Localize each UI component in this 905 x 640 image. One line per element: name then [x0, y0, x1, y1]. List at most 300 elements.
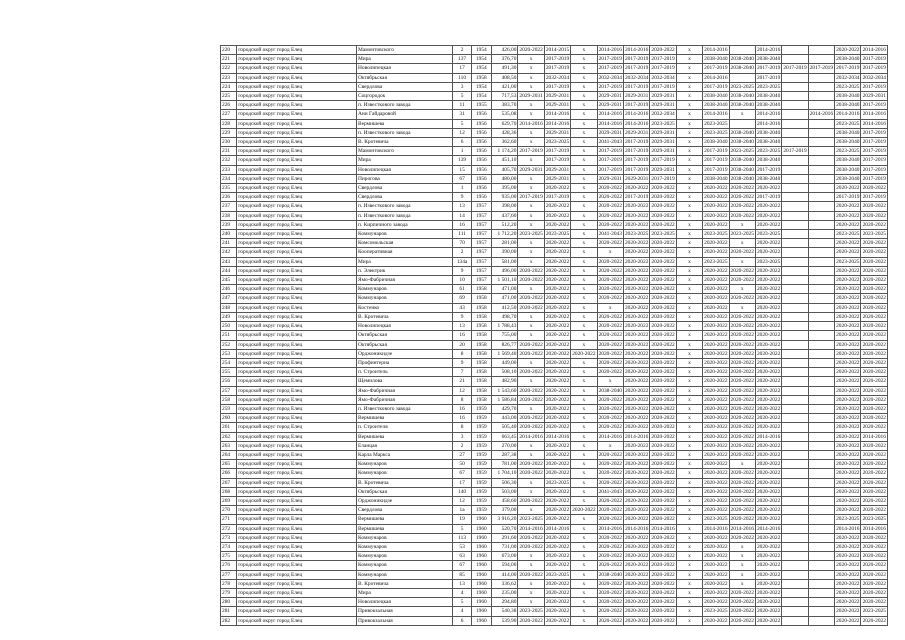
build-year-cell: 1956 — [471, 119, 491, 128]
schedule-cell: х — [676, 276, 702, 285]
schedule-cell: х — [676, 211, 702, 220]
row-number-cell: 226 — [221, 101, 237, 110]
schedule-cell: х — [729, 257, 755, 266]
schedule-cell — [808, 570, 834, 579]
schedule-cell: 2017-2019 — [624, 139, 649, 146]
schedule-cell: 2020-2022 — [651, 203, 675, 210]
schedule-cell: 2029-2031 — [624, 129, 649, 136]
schedule-cell: 2020-2022 — [756, 221, 781, 228]
schedule-cell — [808, 239, 834, 248]
schedule-cell: 2020-2022 — [704, 185, 728, 192]
schedule-cell: 2020-2022 — [862, 212, 886, 219]
build-year-cell: 1960 — [471, 524, 491, 533]
schedule-cell: 2020-2022 — [545, 203, 570, 210]
schedule-cell: х — [571, 368, 597, 377]
house-number-cell: 13 — [453, 202, 471, 211]
schedule-cell — [782, 257, 808, 266]
schedule-cell: х — [571, 266, 597, 275]
area-cell: 3 916,20 — [492, 515, 518, 524]
schedule-cell: х — [729, 285, 755, 294]
area-cell: 491,30 — [492, 64, 518, 73]
schedule-cell: 2020-2022 — [756, 562, 781, 569]
schedule-cell: 2020-2022 — [598, 267, 622, 274]
schedule-cell: 2020-2022 — [756, 185, 781, 192]
schedule-cell: 2020-2022 — [598, 221, 622, 228]
schedule-cell: 2020-2022 — [730, 212, 754, 219]
schedule-cell — [782, 588, 808, 597]
table-row — [221, 322, 888, 331]
build-year-cell: 1958 — [471, 340, 491, 349]
schedule-cell: 2020-2022 — [756, 470, 781, 477]
schedule-cell: 2023-2025 — [836, 516, 860, 523]
municipality-cell: городской округ город Елец — [237, 423, 357, 432]
schedule-cell: 2020-2022 — [756, 479, 781, 486]
schedule-cell — [782, 101, 808, 110]
schedule-cell — [808, 193, 834, 202]
schedule-cell: 2017-2019 — [598, 83, 622, 90]
schedule-cell: х — [571, 561, 597, 570]
schedule-cell: 2020-2022 — [704, 497, 728, 504]
schedule-cell: 2023-2025 — [836, 231, 860, 238]
schedule-cell: 2023-2025 — [651, 120, 675, 127]
street-cell: Вермишева — [357, 515, 453, 524]
schedule-cell: 2020-2022 — [730, 332, 754, 339]
schedule-cell: 2038-2040 — [598, 387, 622, 394]
schedule-cell: 2017-2019 — [862, 194, 886, 201]
schedule-cell — [782, 469, 808, 478]
schedule-cell: 2020-2022 — [704, 267, 728, 274]
schedule-cell: 2023-2025 — [519, 516, 543, 523]
municipality-cell: городской округ город Елец — [237, 82, 357, 91]
schedule-cell: 2023-2025 — [624, 231, 649, 238]
municipality-cell: городской округ город Елец — [237, 184, 357, 193]
schedule-cell — [808, 432, 834, 441]
schedule-cell: 2020-2022 — [545, 580, 570, 587]
house-number-cell: 12 — [453, 496, 471, 505]
schedule-cell: х — [729, 239, 755, 248]
house-number-cell: 1 — [453, 147, 471, 156]
schedule-cell: 2029-2031 — [519, 93, 543, 100]
schedule-cell — [782, 92, 808, 101]
schedule-cell: х — [518, 312, 544, 321]
schedule-cell: х — [676, 322, 702, 331]
build-year-cell: 1957 — [471, 266, 491, 275]
schedule-cell: 2017-2019 — [545, 56, 570, 63]
house-number-cell: 70 — [453, 239, 471, 248]
municipality-cell: городской округ город Елец — [237, 202, 357, 211]
schedule-cell: 2020-2022 — [651, 341, 675, 348]
municipality-cell: городской округ город Елец — [237, 432, 357, 441]
table-row — [221, 165, 888, 174]
schedule-cell: 2020-2022 — [704, 369, 728, 376]
schedule-cell: 2020-2022 — [651, 461, 675, 468]
schedule-cell: 2020-2022 — [730, 415, 754, 422]
schedule-cell: 2020-2022 — [519, 396, 543, 403]
schedule-cell: 2020-2022 — [730, 442, 754, 449]
schedule-cell: 2014-2016 — [862, 120, 886, 127]
schedule-cell: 2020-2022 — [624, 221, 649, 228]
build-year-cell: 1957 — [471, 202, 491, 211]
schedule-cell: 2017-2019 — [545, 148, 570, 155]
schedule-cell: х — [571, 322, 597, 331]
schedule-cell: 2020-2022 — [704, 415, 728, 422]
schedule-cell: х — [676, 598, 702, 607]
street-cell: Мира — [357, 55, 453, 64]
row-number-cell: 264 — [221, 450, 237, 459]
schedule-cell: х — [676, 73, 702, 82]
schedule-cell: 2020-2022 — [624, 617, 649, 624]
schedule-cell: 2017-2019 — [598, 56, 622, 63]
table-row — [221, 368, 888, 377]
build-year-cell: 1956 — [471, 128, 491, 137]
build-year-cell: 1958 — [471, 377, 491, 386]
municipality-cell: городской округ город Елец — [237, 230, 357, 239]
row-number-cell: 279 — [221, 588, 237, 597]
schedule-cell: 2020-2022 — [836, 534, 860, 541]
schedule-cell: 2023-2025 — [836, 258, 860, 265]
schedule-cell: 2020-2022 — [862, 221, 886, 228]
schedule-cell — [782, 368, 808, 377]
schedule-cell: х — [676, 46, 702, 55]
schedule-cell — [782, 460, 808, 469]
schedule-cell: 2017-2019 — [651, 157, 675, 164]
table-row — [221, 395, 888, 404]
schedule-cell: 2020-2022 — [624, 203, 649, 210]
table-row — [221, 598, 888, 607]
schedule-cell: 2020-2022 — [836, 304, 860, 311]
table-row — [221, 588, 888, 597]
street-cell: Коммунаров — [357, 285, 453, 294]
schedule-cell: 2020-2022 — [730, 433, 754, 440]
municipality-cell: городской округ город Елец — [237, 312, 357, 321]
municipality-cell: городской округ город Елец — [237, 469, 357, 478]
schedule-cell: 2020-2022 — [624, 277, 649, 284]
row-number-cell: 222 — [221, 64, 237, 73]
schedule-cell: 2023-2025 — [545, 231, 570, 238]
municipality-cell: городской округ город Елец — [237, 73, 357, 82]
schedule-cell: 2017-2019 — [598, 65, 622, 72]
area-cell: 471,00 — [492, 294, 518, 303]
build-year-cell: 1959 — [471, 506, 491, 515]
schedule-cell: 2020-2022 — [624, 580, 649, 587]
schedule-cell: х — [571, 414, 597, 423]
schedule-cell — [782, 82, 808, 91]
schedule-cell: 2017-2019 — [809, 65, 834, 72]
schedule-cell — [808, 358, 834, 367]
schedule-cell: 2020-2022 — [862, 415, 886, 422]
table-row — [221, 119, 888, 128]
area-cell: 412,50 — [492, 303, 518, 312]
row-number-cell: 261 — [221, 423, 237, 432]
table-row — [221, 414, 888, 423]
municipality-cell: городской округ город Елец — [237, 506, 357, 515]
schedule-cell: 2020-2022 — [756, 378, 781, 385]
schedule-cell: 2020-2022 — [651, 543, 675, 550]
schedule-cell: х — [571, 496, 597, 505]
row-number-cell: 253 — [221, 349, 237, 358]
schedule-cell: х — [571, 257, 597, 266]
schedule-cell: 2020-2022 — [651, 516, 675, 523]
schedule-cell: 2020-2022 — [862, 396, 886, 403]
area-cell: 291,60 — [492, 533, 518, 542]
schedule-cell: 2020-2022 — [624, 313, 649, 320]
schedule-cell: 2020-2022 — [756, 387, 781, 394]
schedule-cell: 2014-2016 — [862, 111, 886, 118]
street-cell: Свердлова — [357, 193, 453, 202]
municipality-cell: городской округ город Елец — [237, 487, 357, 496]
schedule-cell: 2020-2022 — [862, 387, 886, 394]
table-row — [221, 202, 888, 211]
schedule-cell: 2017-2019 — [545, 65, 570, 72]
schedule-cell: 2020-2022 — [598, 599, 622, 606]
schedule-cell: 2029-2031 — [651, 148, 675, 155]
schedule-cell: 2020-2022 — [624, 589, 649, 596]
build-year-cell: 1957 — [471, 230, 491, 239]
street-cell: Свердлова — [357, 184, 453, 193]
house-number-cell: 14 — [453, 211, 471, 220]
schedule-cell: 2020-2022 — [651, 497, 675, 504]
schedule-cell: 2020-2022 — [836, 378, 860, 385]
schedule-cell: 2020-2022 — [624, 405, 649, 412]
schedule-cell: 2020-2022 — [598, 240, 622, 247]
schedule-cell: 2017-2019 — [783, 65, 807, 72]
build-year-cell: 1958 — [471, 331, 491, 340]
schedule-cell: 2020-2022 — [862, 553, 886, 560]
build-year-cell: 1956 — [471, 156, 491, 165]
schedule-cell: 2020-2022 — [862, 424, 886, 431]
schedule-cell — [808, 524, 834, 533]
schedule-cell: 2014-2016 — [624, 525, 649, 532]
municipality-cell: городской округ город Елец — [237, 193, 357, 202]
schedule-cell: 2020-2022 — [730, 185, 754, 192]
schedule-cell — [808, 349, 834, 358]
schedule-cell: 2020-2022 — [651, 608, 675, 615]
schedule-cell: 2020-2022 — [730, 488, 754, 495]
row-number-cell: 228 — [221, 119, 237, 128]
schedule-cell: х — [571, 432, 597, 441]
schedule-cell: 2020-2022 — [704, 304, 728, 311]
schedule-cell — [808, 533, 834, 542]
schedule-cell: 2020-2022 — [545, 212, 570, 219]
table-row — [221, 285, 888, 294]
house-number-cell: 2 — [453, 46, 471, 55]
schedule-cell: 2020-2022 — [545, 562, 570, 569]
schedule-cell — [729, 119, 755, 128]
schedule-cell: 2020-2022 — [704, 571, 728, 578]
schedule-cell: 2020-2022 — [651, 415, 675, 422]
schedule-cell: 2020-2022 — [624, 350, 649, 357]
schedule-cell: 2020-2022 — [704, 562, 728, 569]
schedule-cell: 2020-2022 — [756, 313, 781, 320]
table-row — [221, 561, 888, 570]
build-year-cell: 1959 — [471, 404, 491, 413]
schedule-cell: 2020-2022 — [598, 543, 622, 550]
municipality-cell: городской округ город Елец — [237, 138, 357, 147]
schedule-cell: х — [571, 248, 597, 257]
table-row — [221, 147, 888, 156]
schedule-cell: х — [676, 119, 702, 128]
schedule-cell: х — [571, 524, 597, 533]
schedule-cell: х — [571, 276, 597, 285]
schedule-cell: 2020-2022 — [862, 277, 886, 284]
schedule-cell: х — [597, 303, 623, 312]
schedule-cell: 2020-2022 — [598, 258, 622, 265]
schedule-cell: 2020-2022 — [756, 442, 781, 449]
schedule-cell: 2020-2022 — [624, 341, 649, 348]
row-number-cell: 242 — [221, 248, 237, 257]
schedule-cell — [808, 184, 834, 193]
schedule-cell — [782, 506, 808, 515]
schedule-cell: 2020-2022 — [756, 323, 781, 330]
schedule-cell: 2038-2040 — [704, 139, 728, 146]
schedule-cell: 2020-2022 — [730, 470, 754, 477]
table-row — [221, 174, 888, 183]
schedule-cell: 2020-2022 — [704, 580, 728, 587]
schedule-cell: х — [676, 496, 702, 505]
schedule-cell: 2014-2016 — [756, 111, 781, 118]
street-cell: Карла Маркса — [357, 450, 453, 459]
house-number-cell: 9 — [453, 312, 471, 321]
schedule-cell: 2014-2016 — [862, 433, 886, 440]
house-number-cell: 3 — [453, 82, 471, 91]
schedule-cell — [808, 588, 834, 597]
municipality-cell: городской округ город Елец — [237, 220, 357, 229]
house-number-cell: 10 — [453, 276, 471, 285]
schedule-cell: х — [729, 303, 755, 312]
area-cell: 781,00 — [492, 460, 518, 469]
area-cell: 429,70 — [492, 404, 518, 413]
capital-repair-schedule-table — [220, 45, 888, 626]
street-cell: п. Строителя — [357, 423, 453, 432]
street-cell: Щемилова — [357, 377, 453, 386]
table-row — [221, 478, 888, 487]
schedule-cell: 2017-2019 — [862, 157, 886, 164]
schedule-cell: х — [571, 542, 597, 551]
schedule-cell: 2020-2022 — [836, 387, 860, 394]
schedule-cell: 2029-2031 — [545, 93, 570, 100]
schedule-cell — [782, 349, 808, 358]
schedule-cell: 2020-2022 — [651, 488, 675, 495]
schedule-cell: 2020-2022 — [756, 497, 781, 504]
schedule-cell: 2020-2022 — [651, 617, 675, 624]
schedule-cell — [782, 561, 808, 570]
area-cell: 480,00 — [492, 174, 518, 183]
area-cell: 717,53 — [492, 92, 518, 101]
schedule-cell: 2020-2022 — [624, 387, 649, 394]
table-row — [221, 377, 888, 386]
schedule-cell: х — [676, 377, 702, 386]
area-cell: 390,00 — [492, 248, 518, 257]
schedule-cell: 2020-2022 — [519, 267, 543, 274]
schedule-cell: 2014-2016 — [545, 525, 570, 532]
schedule-cell: 2020-2022 — [704, 240, 728, 247]
area-cell: 414,00 — [492, 570, 518, 579]
schedule-cell: 2038-2040 — [756, 157, 781, 164]
schedule-cell: 2020-2022 — [545, 534, 570, 541]
schedule-cell: 2020-2022 — [730, 341, 754, 348]
municipality-cell: городской округ город Елец — [237, 303, 357, 312]
street-cell: Коммунаров — [357, 552, 453, 561]
schedule-cell: 2017-2019 — [756, 194, 781, 201]
schedule-cell — [782, 55, 808, 64]
street-cell: Коммунаров — [357, 469, 453, 478]
row-number-cell: 225 — [221, 92, 237, 101]
schedule-cell: 2020-2022 — [545, 295, 570, 302]
schedule-cell: х — [676, 184, 702, 193]
schedule-cell — [782, 487, 808, 496]
schedule-cell: 2020-2022 — [756, 332, 781, 339]
schedule-cell: 2020-2022 — [704, 396, 728, 403]
row-number-cell: 246 — [221, 285, 237, 294]
schedule-cell: х — [571, 193, 597, 202]
schedule-cell: 2020-2022 — [651, 323, 675, 330]
street-cell: Ани Гайдаровой — [357, 110, 453, 119]
schedule-cell — [808, 266, 834, 275]
schedule-cell: 2014-2016 — [624, 111, 649, 118]
row-number-cell: 262 — [221, 432, 237, 441]
schedule-cell: 2020-2022 — [624, 240, 649, 247]
schedule-cell — [808, 119, 834, 128]
area-cell: 405,70 — [492, 165, 518, 174]
street-cell: п. Известкового завода — [357, 211, 453, 220]
municipality-cell: городской округ город Елец — [237, 119, 357, 128]
house-number-cell: 8 — [453, 423, 471, 432]
schedule-cell — [808, 423, 834, 432]
house-number-cell: 1а — [453, 506, 471, 515]
schedule-cell — [782, 377, 808, 386]
schedule-cell — [782, 128, 808, 137]
schedule-cell: 2020-2022 — [756, 286, 781, 293]
house-number-cell: 61 — [453, 285, 471, 294]
schedule-cell: 2014-2016 — [545, 111, 570, 118]
schedule-cell: 2038-2040 — [756, 93, 781, 100]
schedule-cell: 2014-2016 — [545, 433, 570, 440]
schedule-cell: х — [676, 386, 702, 395]
schedule-cell: 2014-2016 — [651, 525, 675, 532]
schedule-cell: 2020-2022 — [704, 323, 728, 330]
house-number-cell: 50 — [453, 460, 471, 469]
schedule-cell: 2020-2022 — [836, 470, 860, 477]
schedule-cell: х — [676, 174, 702, 183]
schedule-cell: х — [676, 165, 702, 174]
schedule-cell: 2020-2022 — [836, 461, 860, 468]
build-year-cell: 1959 — [471, 450, 491, 459]
schedule-cell: 2029-2031 — [598, 102, 622, 109]
schedule-cell: 2020-2022 — [836, 617, 860, 624]
schedule-cell — [808, 294, 834, 303]
schedule-cell: х — [676, 312, 702, 321]
schedule-cell: 2023-2025 — [836, 148, 860, 155]
schedule-cell: х — [729, 552, 755, 561]
row-number-cell: 240 — [221, 230, 237, 239]
schedule-cell: 2038-2040 — [756, 175, 781, 182]
house-number-cell: 2 — [453, 248, 471, 257]
municipality-cell: городской округ город Елец — [237, 257, 357, 266]
street-cell: Мира — [357, 156, 453, 165]
schedule-cell: х — [518, 358, 544, 367]
street-cell: Коммунаров — [357, 460, 453, 469]
house-number-cell: 12 — [453, 128, 471, 137]
build-year-cell: 1958 — [471, 358, 491, 367]
schedule-cell: 2020-2022 — [756, 451, 781, 458]
schedule-cell: х — [518, 64, 544, 73]
schedule-cell: х — [676, 570, 702, 579]
schedule-cell: 2017-2019 — [862, 56, 886, 63]
schedule-cell: 2020-2022 — [756, 461, 781, 468]
schedule-cell: 2020-2022 — [545, 608, 570, 615]
house-number-cell: 9 — [453, 358, 471, 367]
schedule-cell: х — [676, 533, 702, 542]
